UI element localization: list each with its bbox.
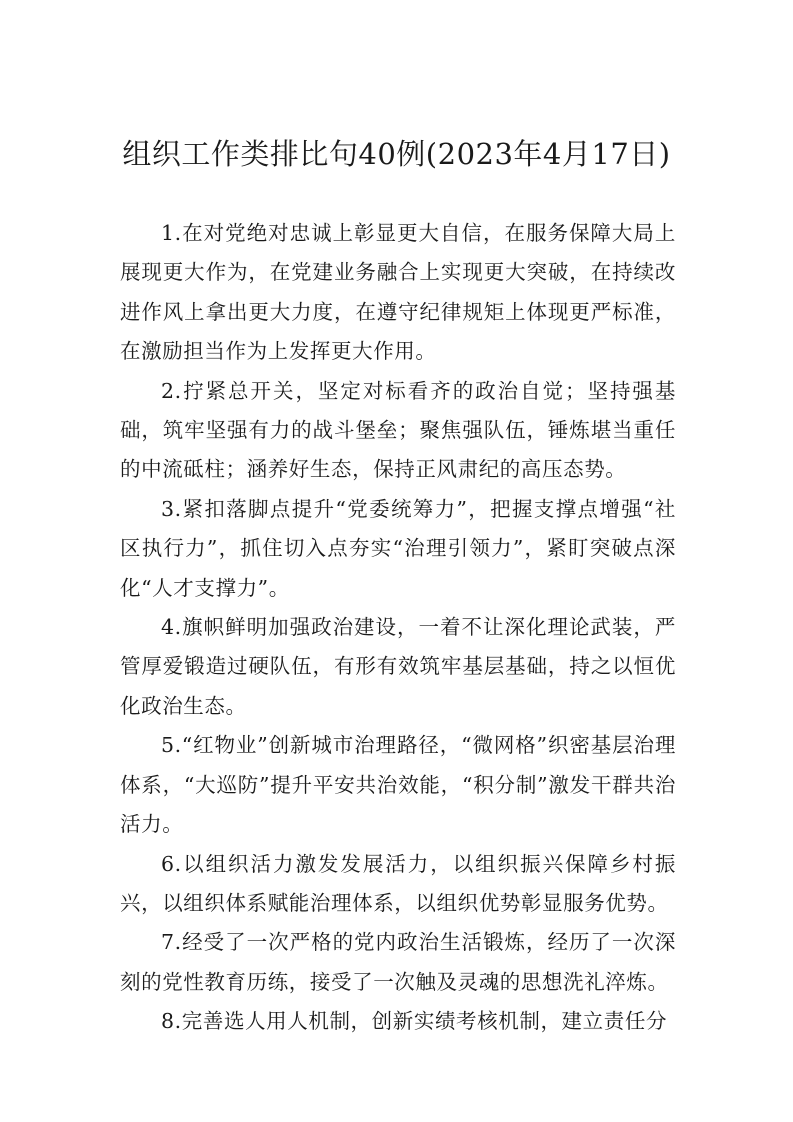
document-title: 组织工作类排比句40例(2023年4月17日) [122, 137, 671, 171]
paragraph-2: 2.拧紧总开关，坚定对标看齐的政治自觉；坚持强基础，筑牢坚强有力的战斗堡垒；聚焦强队伍，锤炼堪当重任的中流砥柱；涵养好生态，保持正风肃纪的高压态势。 [120, 378, 676, 482]
paragraph-6: 6.以组织活力激发发展活力，以组织振兴保障乡村振兴，以组织体系赋能治理体系，以组织优势彰显服务优势。 [120, 851, 676, 915]
paragraph-8: 8.完善选人用人机制，创新实绩考核机制，建立责任分 [161, 1009, 668, 1034]
paragraph-4: 4.旗帜鲜明加强政治建设，一着不让深化理论武装，严管厚爱锻造过硬队伍，有形有效筑牢基层基础，持之以恒优化政治生态。 [120, 615, 676, 718]
paragraph-1: 1.在对党绝对忠诚上彰显更大自信，在服务保障大局上展现更大作为，在党建业务融合上实现更大突破，在持续改进作风上拿出更大力度，在遵守纪律规矩上体现更严标准，在激励担当作为上发挥更大作用。 [120, 221, 676, 364]
paragraph-5: 5.“红物业”创新城市治理路径，“微网格”织密基层治理体系，“大巡防”提升平安共治效能，“积分制”激发干群共治活力。 [120, 733, 676, 837]
document-body [120, 214, 676, 1042]
paragraph-3: 3.紧扣落脚点提升“党委统筹力”，把握支撑点增强“社区执行力”，抓住切入点夯实“治理引领力”，紧盯突破点深化“人才支撑力”。 [120, 496, 676, 600]
paragraph-7: 7.经受了一次严格的党内政治生活锻炼，经历了一次深刻的党性教育历练，接受了一次触及灵魂的思想洗礼淬炼。 [120, 930, 676, 994]
